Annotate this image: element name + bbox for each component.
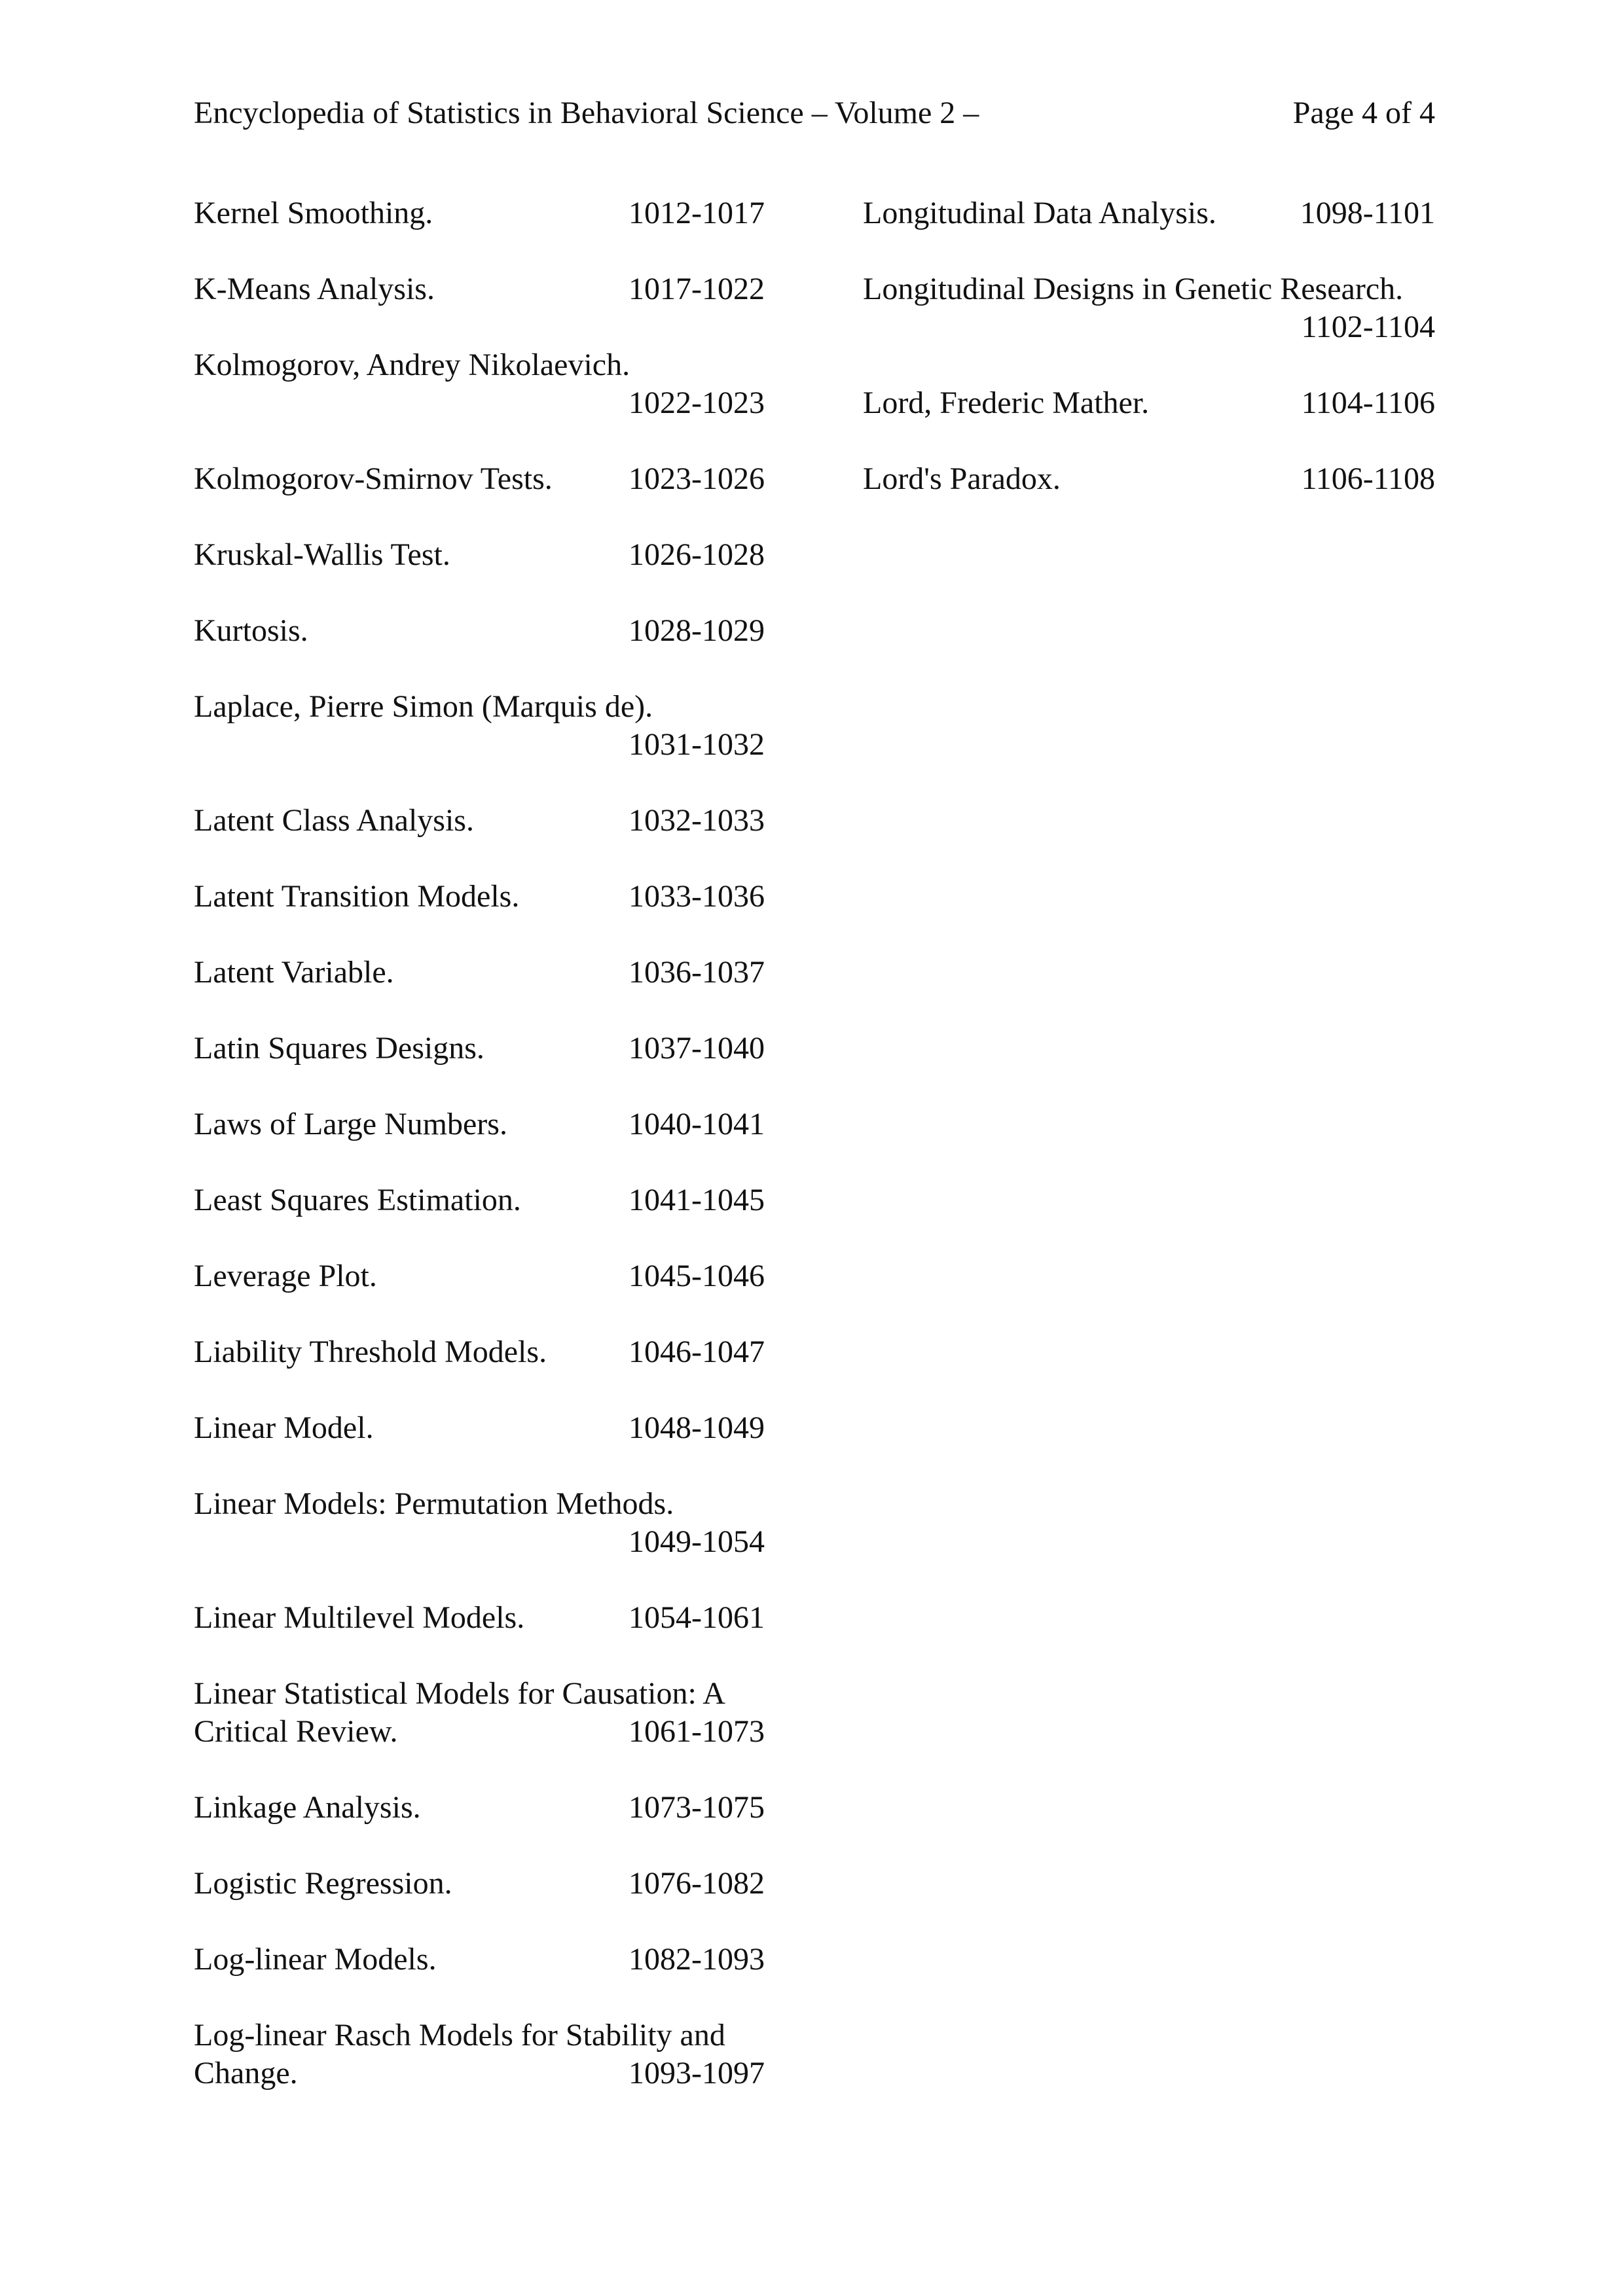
index-entry (194, 536, 765, 574)
index-entry (194, 270, 765, 308)
entry-page-range: 1037-1040 (629, 1031, 765, 1066)
index-entry (194, 2017, 765, 2092)
index-entry (194, 1409, 765, 1447)
entry-page-range: 1033-1036 (629, 879, 765, 914)
entry-title-line: Kolmogorov, Andrey Nikolaevich. (194, 348, 630, 382)
index-entry (863, 384, 1435, 422)
index-entry (194, 1485, 765, 1561)
entry-title-line: Kernel Smoothing. (194, 196, 433, 230)
entry-title-line: Laws of Large Numbers. (194, 1107, 507, 1141)
entry-title-line: Laplace, Pierre Simon (Marquis de). (194, 689, 653, 724)
entry-title-line: Longitudinal Data Analysis. (863, 196, 1216, 230)
entry-page-range: 1048-1049 (629, 1410, 765, 1445)
entry-title-line: Kruskal-Wallis Test. (194, 537, 450, 572)
entry-page-range: 1041-1045 (629, 1183, 765, 1217)
index-entry (863, 270, 1435, 346)
entry-page-range: 1046-1047 (629, 1335, 765, 1369)
entry-title-line: Logistic Regression. (194, 1866, 452, 1901)
entry-page-range: 1082-1093 (629, 1942, 765, 1977)
index-entry (194, 954, 765, 992)
index-entry (194, 460, 765, 498)
entry-page-range: 1098-1101 (1300, 196, 1435, 230)
entry-page-range: 1026-1028 (629, 537, 765, 572)
index-entry (194, 878, 765, 916)
entry-title-line: Longitudinal Designs in Genetic Research. (863, 272, 1404, 306)
entry-title-line: Kurtosis. (194, 613, 308, 648)
entry-title-line: Latent Variable. (194, 955, 394, 990)
entry-title-line: Linear Models: Permutation Methods. (194, 1486, 674, 1521)
entry-title-line: Change. (194, 2056, 298, 2090)
entry-title-line: Latent Transition Models. (194, 879, 520, 914)
index-entry (863, 460, 1435, 498)
index-entry (194, 1105, 765, 1143)
entry-page-range: 1102-1104 (1301, 310, 1435, 344)
index-entry (194, 1030, 765, 1067)
index-entry (194, 688, 765, 764)
entry-title-line: Kolmogorov-Smirnov Tests. (194, 461, 553, 496)
entry-title-line: Lord, Frederic Mather. (863, 386, 1150, 420)
entry-title-line: Liability Threshold Models. (194, 1335, 547, 1369)
entry-page-range: 1040-1041 (629, 1107, 765, 1141)
entry-page-range: 1093-1097 (629, 2056, 765, 2090)
index-entry (194, 1865, 765, 1903)
index-entry (194, 1675, 765, 1751)
index-entry (194, 1181, 765, 1219)
entry-page-range: 1073-1075 (629, 1790, 765, 1825)
entry-title-line: Log-linear Models. (194, 1942, 437, 1977)
index-entry (194, 346, 765, 422)
entry-title-line: Latin Squares Designs. (194, 1031, 484, 1066)
entry-title-line: Linear Statistical Models for Causation: A (194, 1676, 725, 1711)
entry-page-range: 1023-1026 (629, 461, 765, 496)
entry-title-line: Linkage Analysis. (194, 1790, 421, 1825)
index-entry (194, 1257, 765, 1295)
entry-title-line: Least Squares Estimation. (194, 1183, 521, 1217)
index-entry (863, 194, 1435, 232)
entry-page-range: 1054-1061 (629, 1600, 765, 1635)
index-entry (194, 612, 765, 650)
entry-page-range: 1028-1029 (629, 613, 765, 648)
entry-title-line: Linear Model. (194, 1410, 374, 1445)
entry-page-range: 1036-1037 (629, 955, 765, 990)
entry-title-line: Log-linear Rasch Models for Stability and (194, 2018, 725, 2053)
entry-title-line: Critical Review. (194, 1714, 398, 1749)
entry-page-range: 1076-1082 (629, 1866, 765, 1901)
entry-page-range: 1031-1032 (629, 727, 765, 762)
entry-page-range: 1022-1023 (629, 386, 765, 420)
entry-title-line: Leverage Plot. (194, 1259, 377, 1293)
index-entry (194, 1599, 765, 1637)
index-entry (194, 802, 765, 840)
page-number: Page 4 of 4 (1292, 96, 1435, 130)
entry-title-line: Lord's Paradox. (863, 461, 1061, 496)
entry-page-range: 1045-1046 (629, 1259, 765, 1293)
entry-page-range: 1049-1054 (629, 1524, 765, 1559)
entry-page-range: 1032-1033 (629, 803, 765, 838)
entry-title-line: Latent Class Analysis. (194, 803, 474, 838)
entry-page-range: 1061-1073 (629, 1714, 765, 1749)
entry-page-range: 1017-1022 (629, 272, 765, 306)
right-column (863, 194, 1435, 536)
index-entry (194, 1333, 765, 1371)
left-column (194, 194, 765, 2130)
index-entry (194, 1941, 765, 1979)
entry-page-range: 1106-1108 (1301, 461, 1435, 496)
page-header (194, 94, 1435, 132)
entry-page-range: 1012-1017 (629, 196, 765, 230)
entry-page-range: 1104-1106 (1301, 386, 1435, 420)
index-entry (194, 194, 765, 232)
entry-title-line: Linear Multilevel Models. (194, 1600, 525, 1635)
volume-title: Encyclopedia of Statistics in Behavioral Science – Volume 2 – (194, 96, 979, 130)
index-entry (194, 1789, 765, 1827)
entry-title-line: K-Means Analysis. (194, 272, 435, 306)
